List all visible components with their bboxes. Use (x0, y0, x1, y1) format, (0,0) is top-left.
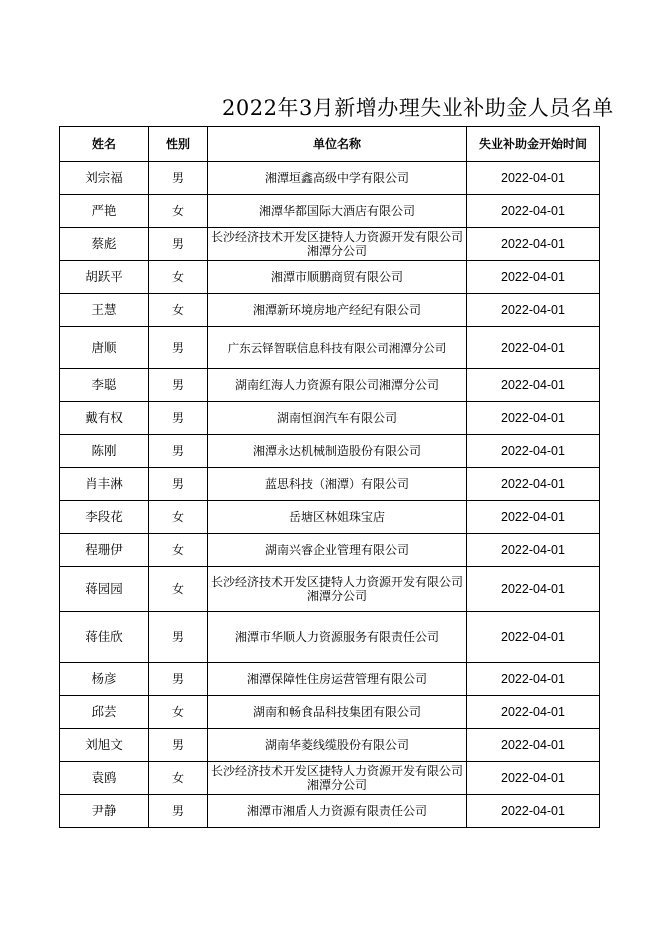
cell-date: 2022-04-01 (467, 468, 600, 501)
cell-date: 2022-04-01 (467, 567, 600, 612)
cell-gender: 女 (149, 567, 208, 612)
cell-name: 杨彦 (60, 663, 149, 696)
cell-gender: 女 (149, 195, 208, 228)
cell-date: 2022-04-01 (467, 261, 600, 294)
cell-date: 2022-04-01 (467, 795, 600, 828)
cell-company: 湖南华菱线缆股份有限公司 (208, 729, 467, 762)
header-row (60, 127, 600, 162)
table-row (60, 261, 600, 294)
table-row (60, 567, 600, 612)
table-row (60, 534, 600, 567)
cell-name: 袁鸥 (60, 762, 149, 795)
cell-name: 肖丰淋 (60, 468, 149, 501)
cell-company: 湘潭市华顺人力资源服务有限责任公司 (208, 612, 467, 663)
cell-gender: 男 (149, 612, 208, 663)
cell-company: 广东云铎智联信息科技有限公司湘潭分公司 (208, 327, 467, 369)
roster-table (59, 126, 600, 828)
header-gender: 性别 (149, 127, 208, 162)
cell-gender: 男 (149, 327, 208, 369)
table-row (60, 327, 600, 369)
cell-company: 岳塘区林姐珠宝店 (208, 501, 467, 534)
table-row (60, 612, 600, 663)
header-name: 姓名 (60, 127, 149, 162)
cell-company: 湘潭华都国际大酒店有限公司 (208, 195, 467, 228)
cell-date: 2022-04-01 (467, 228, 600, 261)
table-row (60, 294, 600, 327)
cell-name: 李聪 (60, 369, 149, 402)
title-area (0, 86, 662, 126)
cell-gender: 女 (149, 762, 208, 795)
cell-company: 湘潭市湘盾人力资源有限责任公司 (208, 795, 467, 828)
cell-company: 湘潭垣鑫高级中学有限公司 (208, 162, 467, 195)
cell-date: 2022-04-01 (467, 402, 600, 435)
cell-name: 刘宗福 (60, 162, 149, 195)
cell-company: 湖南兴睿企业管理有限公司 (208, 534, 467, 567)
header-start-date: 失业补助金开始时间 (467, 127, 600, 162)
cell-date: 2022-04-01 (467, 294, 600, 327)
cell-name: 蒋园园 (60, 567, 149, 612)
cell-gender: 男 (149, 663, 208, 696)
cell-date: 2022-04-01 (467, 195, 600, 228)
table-row (60, 228, 600, 261)
cell-name: 唐顺 (60, 327, 149, 369)
cell-name: 程珊伊 (60, 534, 149, 567)
cell-date: 2022-04-01 (467, 612, 600, 663)
cell-date: 2022-04-01 (467, 762, 600, 795)
cell-name: 严艳 (60, 195, 149, 228)
cell-company: 长沙经济技术开发区捷特人力资源开发有限公司湘潭分公司 (208, 228, 467, 261)
cell-date: 2022-04-01 (467, 435, 600, 468)
cell-gender: 男 (149, 228, 208, 261)
cell-name: 蔡彪 (60, 228, 149, 261)
cell-name: 王慧 (60, 294, 149, 327)
table-row (60, 663, 600, 696)
table-row (60, 696, 600, 729)
cell-date: 2022-04-01 (467, 501, 600, 534)
table-row (60, 162, 600, 195)
cell-company: 湘潭市顺鹏商贸有限公司 (208, 261, 467, 294)
cell-gender: 男 (149, 468, 208, 501)
table-row (60, 795, 600, 828)
cell-company: 长沙经济技术开发区捷特人力资源开发有限公司湘潭分公司 (208, 567, 467, 612)
header-company: 单位名称 (208, 127, 467, 162)
table-row (60, 369, 600, 402)
cell-company: 湘潭新环境房地产经纪有限公司 (208, 294, 467, 327)
cell-gender: 女 (149, 261, 208, 294)
cell-company: 蓝思科技（湘潭）有限公司 (208, 468, 467, 501)
cell-date: 2022-04-01 (467, 663, 600, 696)
cell-date: 2022-04-01 (467, 369, 600, 402)
cell-gender: 男 (149, 795, 208, 828)
cell-company: 湘潭永达机械制造股份有限公司 (208, 435, 467, 468)
table-body (60, 162, 600, 828)
cell-company: 湖南红海人力资源有限公司湘潭分公司 (208, 369, 467, 402)
table-row (60, 762, 600, 795)
cell-gender: 女 (149, 696, 208, 729)
cell-gender: 女 (149, 534, 208, 567)
cell-name: 尹静 (60, 795, 149, 828)
cell-company: 湖南恒润汽车有限公司 (208, 402, 467, 435)
table-row (60, 435, 600, 468)
table-row (60, 195, 600, 228)
cell-gender: 男 (149, 369, 208, 402)
cell-date: 2022-04-01 (467, 162, 600, 195)
page-title: 2022年3月新增办理失业补助金人员名单 (222, 96, 614, 120)
cell-name: 戴有权 (60, 402, 149, 435)
cell-gender: 男 (149, 729, 208, 762)
cell-date: 2022-04-01 (467, 696, 600, 729)
cell-name: 胡跃平 (60, 261, 149, 294)
cell-gender: 男 (149, 162, 208, 195)
cell-date: 2022-04-01 (467, 729, 600, 762)
cell-company: 长沙经济技术开发区捷特人力资源开发有限公司湘潭分公司 (208, 762, 467, 795)
cell-name: 李段花 (60, 501, 149, 534)
cell-gender: 女 (149, 294, 208, 327)
table-row (60, 729, 600, 762)
cell-company: 湖南和畅食品科技集团有限公司 (208, 696, 467, 729)
table-row (60, 501, 600, 534)
cell-company: 湘潭保障性住房运营管理有限公司 (208, 663, 467, 696)
cell-gender: 男 (149, 402, 208, 435)
cell-name: 邱芸 (60, 696, 149, 729)
table-row (60, 402, 600, 435)
table-row (60, 468, 600, 501)
cell-name: 刘旭文 (60, 729, 149, 762)
cell-date: 2022-04-01 (467, 534, 600, 567)
cell-gender: 男 (149, 435, 208, 468)
cell-date: 2022-04-01 (467, 327, 600, 369)
cell-name: 陈刚 (60, 435, 149, 468)
cell-name: 蒋佳欣 (60, 612, 149, 663)
cell-gender: 女 (149, 501, 208, 534)
